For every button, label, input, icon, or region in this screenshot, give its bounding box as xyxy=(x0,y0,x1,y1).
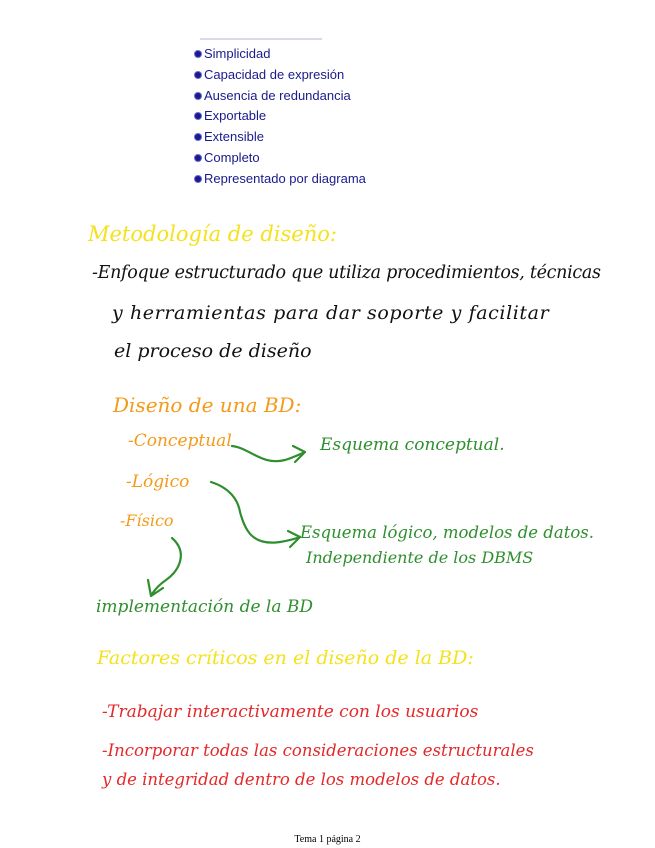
list-item-label: Simplicidad xyxy=(204,46,271,61)
factores-item-2-line-2: y de integridad dentro de los modelos de datos. xyxy=(102,770,501,789)
logico-label: -Lógico xyxy=(126,472,190,492)
fisico-arrow xyxy=(152,538,181,594)
list-item-label: Capacidad de expresión xyxy=(204,66,345,82)
diseno-heading: Diseño de una BD: xyxy=(113,393,302,417)
metodologia-heading: Metodología de diseño: xyxy=(88,222,337,246)
logico-arrow xyxy=(211,482,300,543)
metodologia-line-1: -Enfoque estructurado que utiliza procedimientos, técnicas xyxy=(92,263,601,283)
list-item-label: Exportable xyxy=(204,108,267,124)
list-item-label: Extensible xyxy=(204,129,264,145)
factores-item-2-line-1: -Incorporar todas las consideraciones estructurales xyxy=(102,741,534,760)
esquema-logico-text-2: Independiente de los DBMS xyxy=(306,548,534,567)
list-item-label: Ausencia de redundancia xyxy=(204,87,351,103)
metodologia-line-3: el proceso de diseño xyxy=(114,340,312,362)
implementacion-text: implementación de la BD xyxy=(96,597,314,617)
fisico-label: -Físico xyxy=(120,511,174,530)
esquema-conceptual-text: Esquema conceptual. xyxy=(320,435,505,455)
factores-heading: Factores críticos en el diseño de la BD: xyxy=(97,647,474,669)
conceptual-arrow xyxy=(232,446,305,461)
factores-item-1: -Trabajar interactivamente con los usuarios xyxy=(102,702,479,722)
page-footer: Tema 1 página 2 xyxy=(294,834,361,845)
conceptual-label: -Conceptual xyxy=(128,431,232,451)
metodologia-line-2: y herramientas para dar soporte y facilitar xyxy=(112,302,550,324)
list-item-label: Representado por diagrama xyxy=(204,170,366,186)
list-item-label: Completo xyxy=(204,149,260,165)
esquema-logico-text-1: Esquema lógico, modelos de datos. xyxy=(300,523,594,542)
